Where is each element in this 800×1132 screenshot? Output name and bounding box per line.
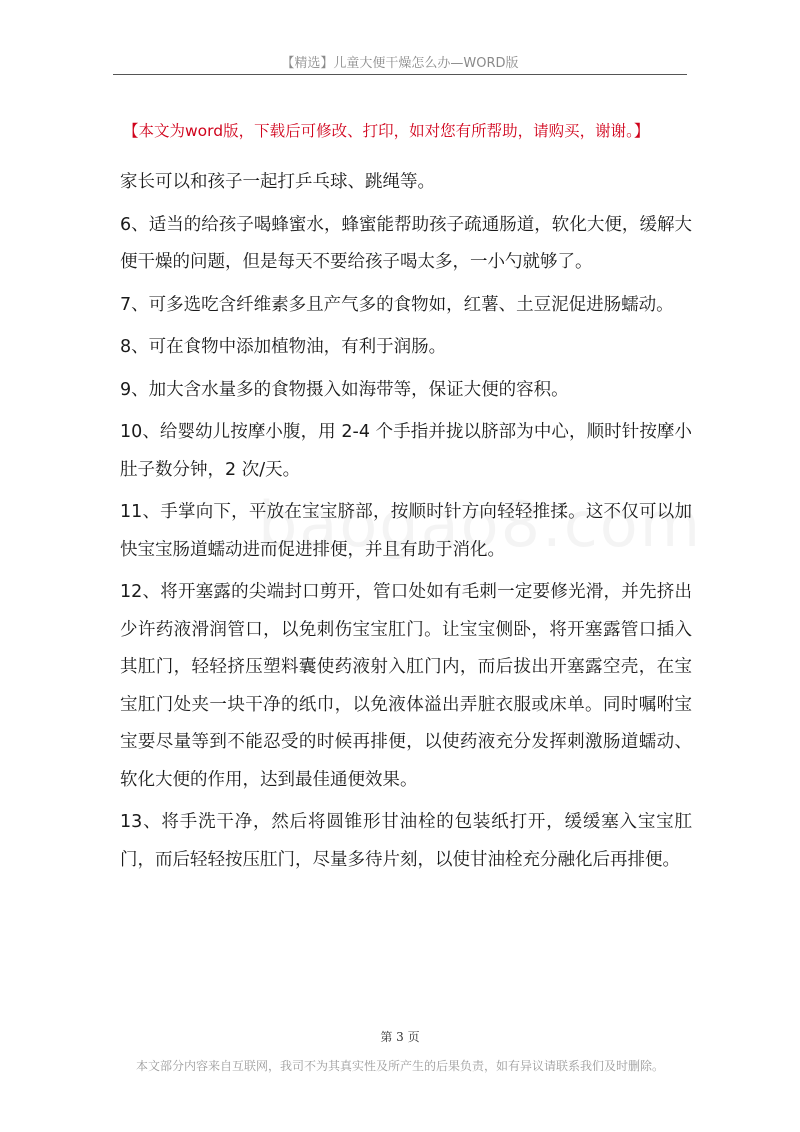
paragraph: 10、给婴幼儿按摩小腹，用 2-4 个手指并拢以脐部为中心，顺时针按摩小肚子数分钟，2 次/天。 (120, 422, 692, 480)
download-notice: 【本文为word版，下载后可修改、打印，如对您有所帮助，请购买，谢谢。】 (123, 122, 650, 140)
paragraph: 11、手掌向下，平放在宝宝脐部，按顺时针方向轻轻推揉。这不仅可以加快宝宝肠道蠕动进而促进排便，并且有助于消化。 (120, 502, 692, 560)
paragraph: 7、可多选吃含纤维素多且产气多的食物如，红薯、土豆泥促进肠蠕动。 (120, 294, 674, 315)
paragraph: 家长可以和孩子一起打乒乓球、跳绳等。 (120, 172, 435, 192)
header-divider (113, 74, 687, 75)
page-header: 【精选】儿童大便干燥怎么办—WORD版 (281, 56, 519, 71)
paragraph: 6、适当的给孩子喝蜂蜜水，蜂蜜能帮助孩子疏通肠道，软化大便，缓解大便干燥的问题，但是每天不要给孩子喝太多，一小勺就够了。 (120, 214, 692, 272)
page-number: 第 3 页 (380, 1030, 420, 1044)
paragraph: 13、将手洗干净，然后将圆锥形甘油栓的包装纸打开，缓缓塞入宝宝肛门，而后轻轻按压肛门，尽量多待片刻，以使甘油栓充分融化后再排便。 (120, 812, 692, 870)
paragraph: 9、加大含水量多的食物摄入如海带等，保证大便的容积。 (120, 379, 569, 400)
page-footer-disclaimer: 本文部分内容来自互联网，我司不为其真实性及所产生的后果负责，如有异议请联系我们及时删除。 (135, 1059, 664, 1073)
paragraph: 8、可在食物中添加植物油，有利于润肠。 (120, 337, 447, 357)
document-body (120, 164, 692, 884)
paragraph: 12、将开塞露的尖端封口剪开，管口处如有毛刺一定要修光滑，并先挤出少许药液滑润管口，以免刺伤宝宝肛门。让宝宝侧卧，将开塞露管口插入其肛门，轻轻挤压塑料囊使药液射入肛门内，而后拔出开塞露空壳，在宝宝肛门处夹一块干净的纸巾，以免液体溢出弄脏衣服或床单。同时嘱咐宝宝要尽量等到不能忍受的时候再排便，以使药液充分发挥刺激肠道蠕动、软化大便的作用，达到最佳通便效果。 (120, 582, 692, 790)
